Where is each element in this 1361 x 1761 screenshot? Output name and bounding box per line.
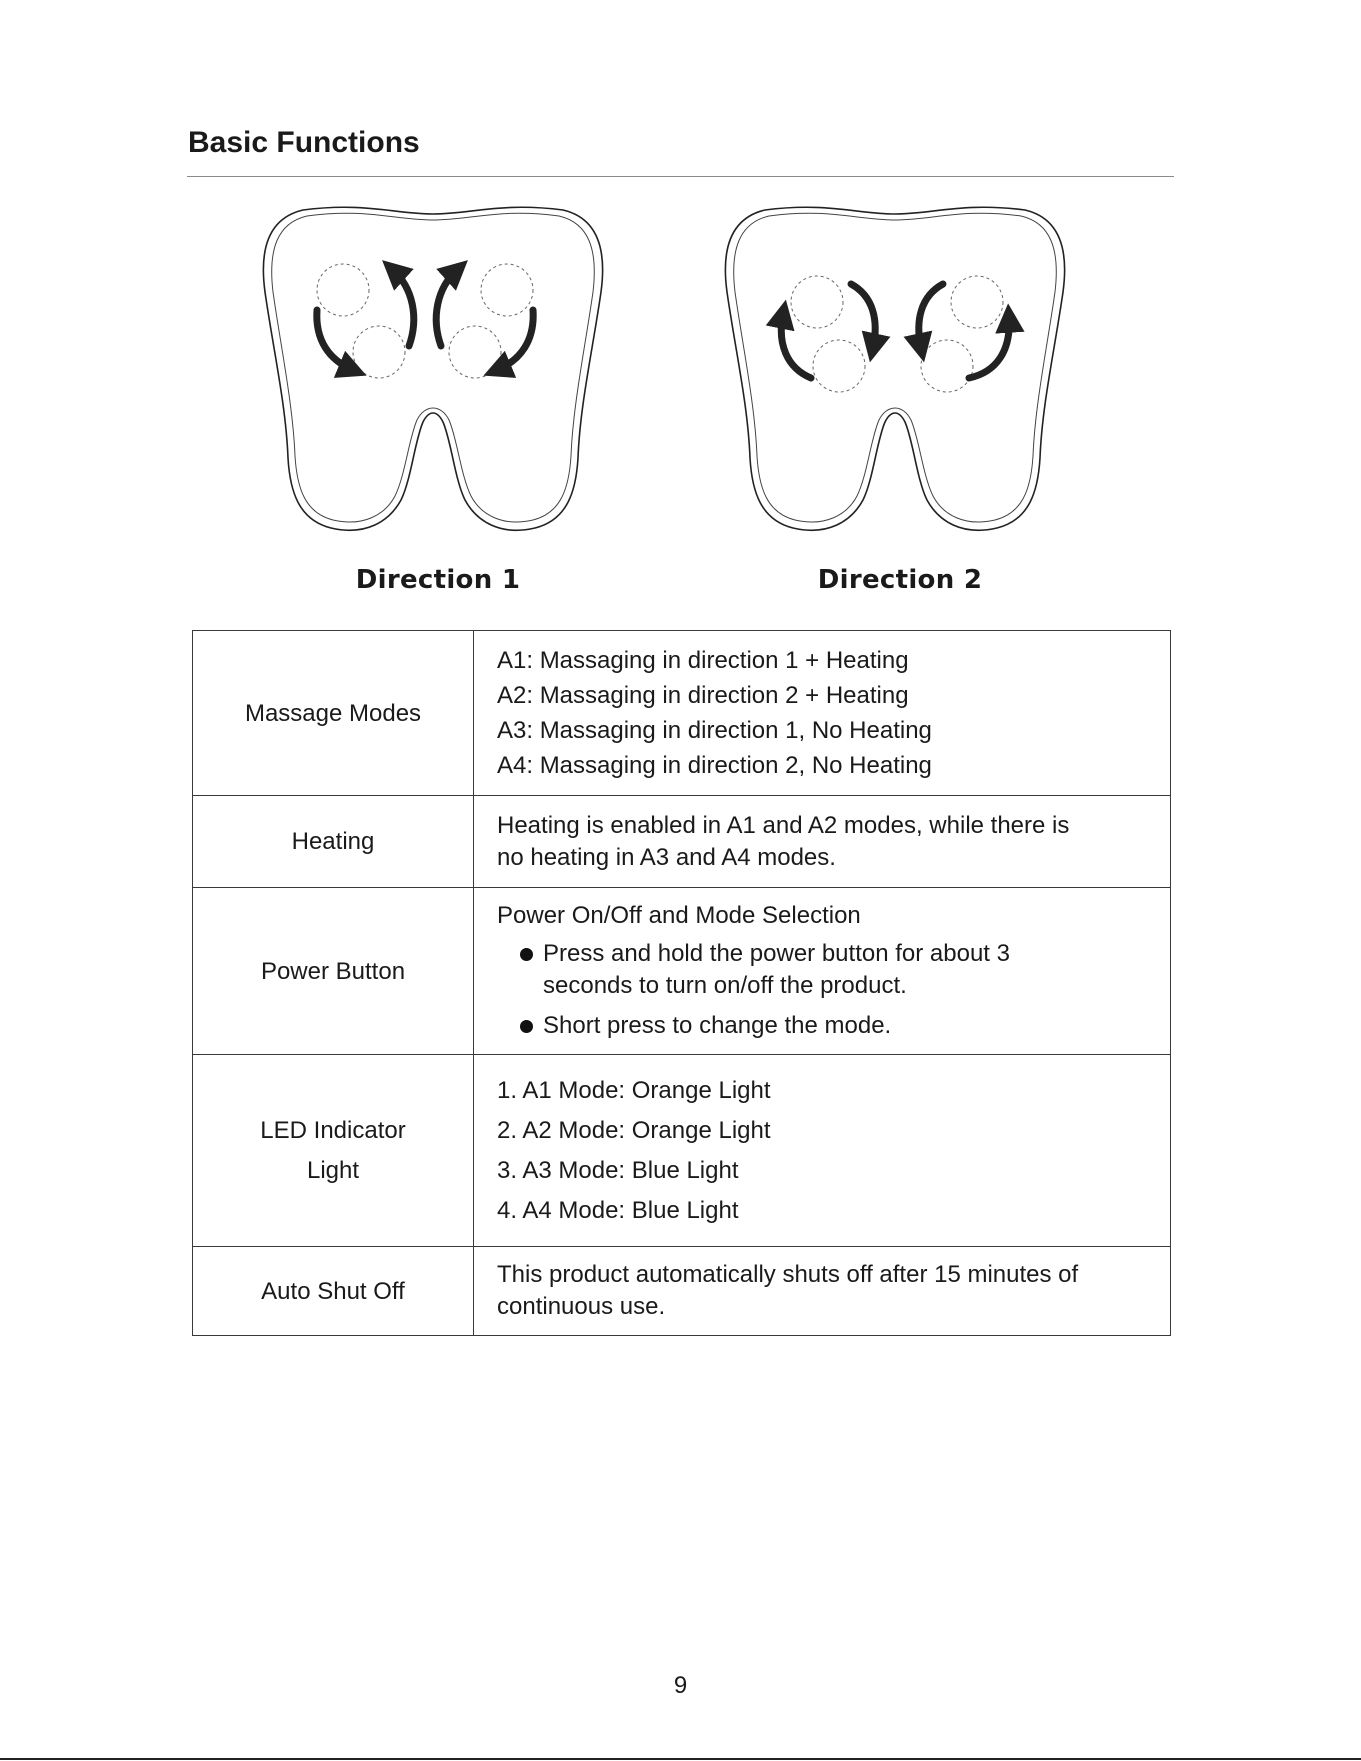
auto-shut-off-line: This product automatically shuts off after 15 minutes of [497, 1261, 1079, 1288]
massager-diagram-direction-1 [245, 200, 625, 560]
row-label-power-button: Power Button [193, 888, 474, 1055]
led-label-line: Light [306, 1156, 360, 1184]
auto-shut-off-line: continuous use. [497, 1293, 666, 1320]
row-label-auto-shut-off: Auto Shut Off [193, 1247, 474, 1336]
row-value-heating [474, 796, 1171, 888]
led-line: 4. A4 Mode: Blue Light [497, 1196, 739, 1224]
row-value-auto-shut-off [474, 1247, 1171, 1336]
massager-outline-inner [734, 213, 1057, 522]
mode-line: A1: Massaging in direction 1 + Heating [497, 647, 909, 674]
massage-node [481, 264, 533, 316]
row-label-led-indicator [193, 1055, 474, 1247]
bullet-dot-icon [520, 948, 533, 961]
rotation-arrow [497, 310, 533, 370]
massage-node [317, 264, 369, 316]
mode-line: A2: Massaging in direction 2 + Heating [497, 682, 909, 709]
row-value-power-button [474, 888, 1171, 1055]
massage-node [813, 340, 865, 392]
rotation-arrow [317, 310, 353, 370]
massage-node [791, 276, 843, 328]
heating-line: Heating is enabled in A1 and A2 modes, while there is [497, 811, 1070, 839]
bullet-text: Short press to change the mode. [543, 1012, 892, 1039]
led-label-line: LED Indicator [260, 1116, 406, 1144]
mode-line: A4: Massaging in direction 2, No Heating [497, 752, 932, 779]
table-row-massage-modes [193, 631, 1171, 796]
rotation-arrow [851, 284, 875, 348]
led-line: 1. A1 Mode: Orange Light [497, 1076, 771, 1104]
direction-2-diagram [707, 200, 1087, 560]
direction-1-caption: Direction 1 [355, 565, 521, 595]
led-line: 3. A3 Mode: Blue Light [497, 1156, 739, 1184]
massage-node [353, 326, 405, 378]
direction-2-caption: Direction 2 [817, 565, 983, 595]
heating-line: no heating in A3 and A4 modes. [497, 843, 836, 871]
bullet-text: seconds to turn on/off the product. [543, 972, 907, 999]
table-row-power-button [193, 888, 1171, 1055]
rotation-arrow [781, 314, 811, 378]
page-title: Basic Functions [188, 126, 420, 159]
bottom-edge-rule [0, 1758, 1361, 1760]
power-bullet-list [497, 938, 1150, 1042]
massage-node [449, 326, 501, 378]
row-value-led-indicator [474, 1055, 1171, 1247]
massager-outline-outer [725, 207, 1064, 530]
table-row-led-indicator [193, 1055, 1171, 1247]
power-heading: Power On/Off and Mode Selection [497, 902, 861, 929]
led-line: 2. A2 Mode: Orange Light [497, 1116, 771, 1144]
massage-node [951, 276, 1003, 328]
massager-diagram-direction-2 [707, 200, 1087, 560]
rotation-arrow [393, 270, 414, 346]
row-label-heating: Heating [193, 796, 474, 888]
massage-node [921, 340, 973, 392]
row-label-massage-modes: Massage Modes [193, 631, 474, 796]
bullet-dot-icon [520, 1020, 533, 1033]
rotation-arrow [919, 284, 943, 348]
title-divider [187, 176, 1174, 177]
mode-line: A3: Massaging in direction 1, No Heating [497, 717, 932, 744]
direction-1-diagram [245, 200, 625, 560]
bullet-text: Press and hold the power button for about 3 [543, 940, 1010, 967]
bullet-item [497, 1010, 1150, 1042]
table-row-heating [193, 796, 1171, 888]
massager-outline-inner [272, 213, 595, 522]
rotation-arrow [436, 270, 457, 346]
functions-table [192, 630, 1171, 1336]
bullet-item [497, 938, 1150, 1002]
massager-outline-outer [263, 207, 602, 530]
table-row-auto-shut-off [193, 1247, 1171, 1336]
row-value-massage-modes [474, 631, 1171, 796]
rotation-arrow [969, 318, 1009, 378]
page-number: 9 [673, 1672, 688, 1699]
